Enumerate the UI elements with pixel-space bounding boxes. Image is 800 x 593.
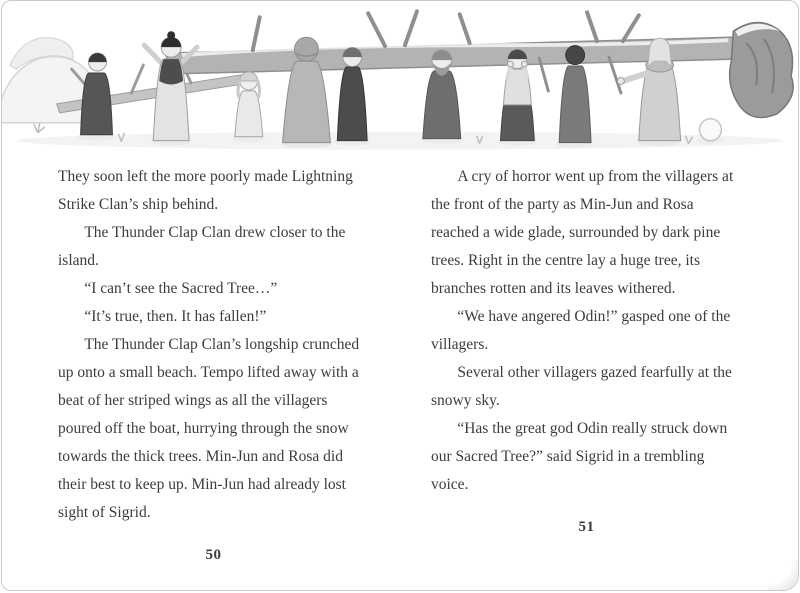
paragraph: “I can’t see the Sacred Tree…” <box>84 280 278 297</box>
paragraph: “It’s true, then. It has fallen!” <box>84 308 267 325</box>
page-right-text <box>431 163 742 569</box>
paragraph: The Thunder Clap Clan’s longship crunched up onto a small beach. Tempo lifted away with a beat of her striped wings as all the villagers poured off the boat, hurrying through the snow towards the thick trees. Min-Jun and Rosa did their best to keep up. Min-Jun had already lost sight of Sigrid. <box>58 336 360 521</box>
paragraph: “We have angered Odin!” gasped one of the villagers. <box>431 308 731 353</box>
paragraph: They soon left the more poorly made Lightning Strike Clan’s ship behind. <box>58 168 353 213</box>
paragraph: The Thunder Clap Clan drew closer to the island. <box>58 224 346 269</box>
book-spread <box>1 0 799 591</box>
page-left-text <box>58 163 369 569</box>
tree-roots <box>730 23 794 118</box>
text-area <box>2 153 798 569</box>
illustration <box>2 1 798 153</box>
paragraph: “Has the great god Odin really struck down our Sacred Tree?” said Sigrid in a trembling voice. <box>431 420 728 493</box>
page-number-left: 50 <box>205 547 222 563</box>
page-number-right: 51 <box>578 519 595 535</box>
paragraph: A cry of horror went up from the villagers at the front of the party as Min-Jun and Rosa reached a wide glade, surrounded by dark pine trees. Right in the centre lay a huge tree, its branches rotten and its leaves withered. <box>431 168 734 297</box>
paragraph: Several other villagers gazed fearfully at the snowy sky. <box>431 364 732 409</box>
snowball <box>697 119 725 144</box>
